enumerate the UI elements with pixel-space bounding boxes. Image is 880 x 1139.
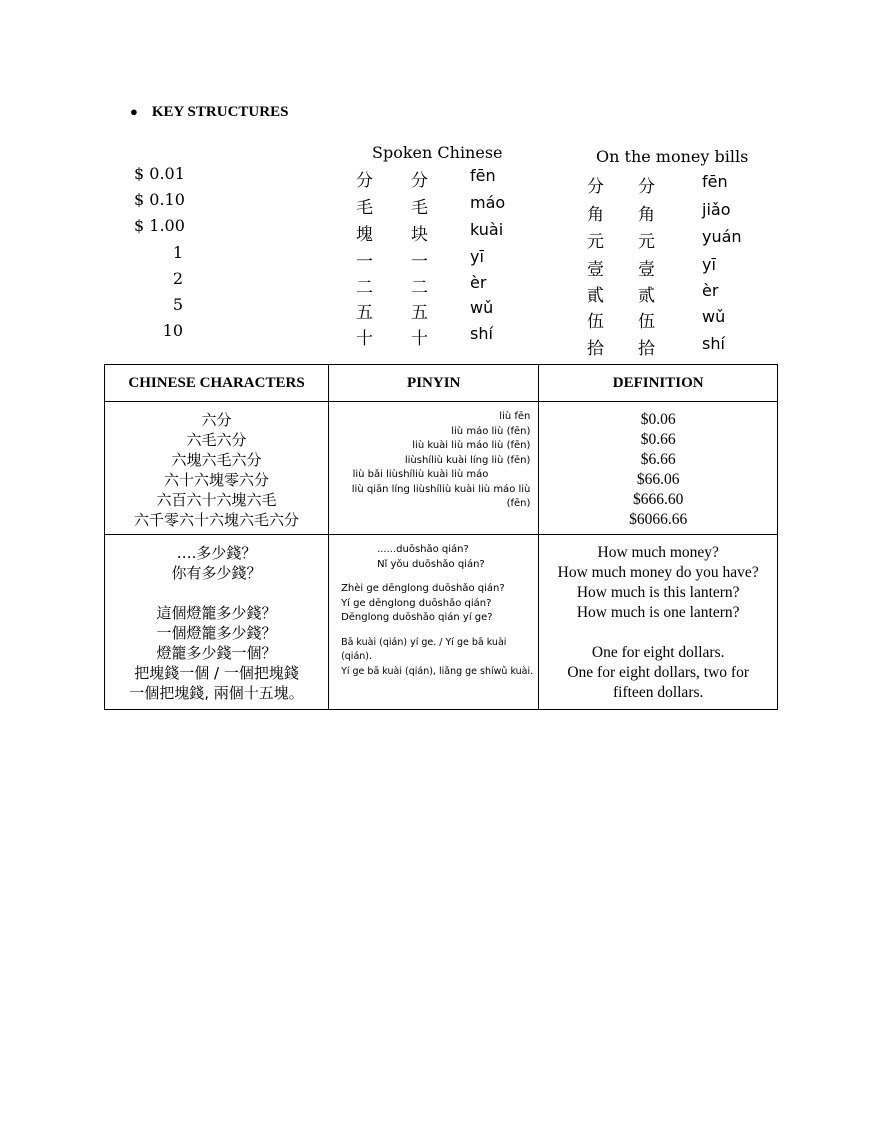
amount-label: 1 <box>172 243 183 262</box>
spoken-chinese-title: Spoken Chinese <box>372 143 503 162</box>
bill-simp-character: 壹 <box>638 259 655 280</box>
bill-trad-character: 伍 <box>587 312 604 332</box>
amount-label: 10 <box>162 321 183 340</box>
pinyin-line: liù kuài liù máo liù (fēn) <box>412 440 531 451</box>
spoken-trad-character: 一 <box>356 252 373 272</box>
spoken-trad-character: 分 <box>356 171 373 191</box>
definition-cell <box>539 402 778 535</box>
spoken-trad-character: 毛 <box>356 198 373 218</box>
definition-line: One for eight dollars. <box>591 644 725 661</box>
pinyin-line: Nǐ yǒu duōshǎo qián? <box>377 558 485 570</box>
bill-simp-character: 伍 <box>638 312 655 332</box>
definition-line: How much money do you have? <box>557 564 759 581</box>
pinyin-cell <box>329 402 539 535</box>
section-heading <box>130 104 288 121</box>
bill-pinyin: yuán <box>702 227 742 247</box>
spoken-pinyin: wǔ <box>470 298 494 317</box>
chinese-line: 你有多少錢？ <box>171 564 262 582</box>
bill-simp-character: 角 <box>638 204 655 225</box>
heading-text: KEY STRUCTURES <box>151 104 289 120</box>
pinyin-line: Yí ge dēnglong duōshǎo qián? <box>341 597 492 609</box>
chinese-line: 六分 <box>201 411 232 429</box>
spoken-trad-character: 二 <box>356 278 373 298</box>
bill-simp-character: 拾 <box>638 338 655 359</box>
pinyin-cell <box>329 535 539 710</box>
definition-line: $0.66 <box>640 431 676 448</box>
bill-trad-character: 拾 <box>587 338 604 359</box>
definition-line: How much is this lantern? <box>576 584 740 601</box>
definition-line: How much money? <box>597 544 719 561</box>
chinese-cell <box>105 535 329 710</box>
chinese-line: 六千零六十六塊六毛六分 <box>134 511 300 529</box>
spoken-pinyin: máo <box>470 193 506 212</box>
definition-line: One for eight dollars, two for fifteen dollars. <box>567 664 750 701</box>
money-bills-title: On the money bills <box>596 147 749 166</box>
chinese-line: 這個燈籠多少錢？ <box>156 604 277 622</box>
table-row <box>105 535 778 710</box>
chinese-line: 六十六塊零六分 <box>164 471 270 489</box>
definition-line: $0.06 <box>640 411 676 428</box>
spoken-pinyin: yī <box>470 247 484 266</box>
spoken-simp-character: 五 <box>411 303 428 323</box>
definition-line: $66.06 <box>636 471 680 488</box>
spoken-pinyin: kuài <box>470 220 504 239</box>
bill-trad-character: 貳 <box>587 286 604 307</box>
chinese-line: 把塊錢一個 / 一個把塊錢 <box>134 664 299 682</box>
bill-simp-character: 元 <box>638 232 655 253</box>
amount-label: 5 <box>172 295 183 314</box>
table-row <box>105 402 778 535</box>
bill-trad-character: 元 <box>587 232 604 253</box>
pinyin-line: Dēnglong duōshǎo qián yí ge? <box>341 612 493 623</box>
chinese-cell <box>105 402 329 535</box>
bill-trad-character: 分 <box>587 177 604 197</box>
pinyin-line: liù bǎi liùshíliù kuài liù máo <box>352 469 489 480</box>
pinyin-line: liù qiān líng liùshíliù kuài liù máo liù (fēn) <box>351 483 531 509</box>
bullet-icon: ● <box>130 104 138 119</box>
chinese-line: ….多少錢？ <box>176 544 257 562</box>
pinyin-line: liù máo liù (fēn) <box>451 425 531 437</box>
spoken-trad-character: 塊 <box>356 225 373 245</box>
bill-pinyin: jiǎo <box>702 199 731 219</box>
header-chinese-characters: CHINESE CHARACTERS <box>105 365 329 402</box>
bill-pinyin: èr <box>702 281 719 301</box>
bill-trad-character: 壹 <box>587 259 604 280</box>
chinese-line: 六百六十六塊六毛 <box>156 491 277 509</box>
chinese-line: 六毛六分 <box>186 431 247 449</box>
bill-simp-character: 分 <box>638 177 655 197</box>
spoken-pinyin: shí <box>470 324 493 343</box>
pinyin-line: liùshíliù kuài líng liù (fēn) <box>404 454 531 466</box>
bill-trad-character: 角 <box>587 204 604 225</box>
pinyin-line: Bā kuài (qián) yí ge. / Yí ge bā kuài (qián). <box>341 636 507 662</box>
spoken-trad-character: 五 <box>356 303 373 323</box>
pinyin-line: Zhèi ge dēnglong duōshǎo qián? <box>341 583 505 594</box>
chinese-line: 燈籠多少錢一個？ <box>156 644 277 662</box>
vocabulary-table <box>104 364 778 710</box>
definition-cell <box>539 535 778 710</box>
amount-label: 2 <box>172 269 183 288</box>
bill-pinyin: fēn <box>702 172 728 191</box>
definition-line: $666.60 <box>633 491 684 508</box>
bill-simp-character: 贰 <box>638 286 655 307</box>
chinese-line: 一個燈籠多少錢？ <box>156 624 277 642</box>
chinese-line: 六塊六毛六分 <box>171 451 262 469</box>
definition-line: $6066.66 <box>629 511 688 528</box>
amount-label: $ 0.10 <box>134 190 185 209</box>
bill-pinyin: wǔ <box>702 307 726 326</box>
spoken-pinyin: fēn <box>470 166 496 185</box>
spoken-pinyin: èr <box>470 273 487 292</box>
chinese-line: 一個把塊錢, 兩個十五塊。 <box>129 684 304 702</box>
spoken-simp-character: 毛 <box>411 198 428 218</box>
spoken-simp-character: 一 <box>411 252 428 272</box>
spoken-simp-character: 块 <box>411 225 428 245</box>
bill-pinyin: yī <box>702 254 716 274</box>
definition-line: $6.66 <box>640 451 676 468</box>
definition-line: How much is one lantern? <box>576 604 740 621</box>
spoken-simp-character: 十 <box>411 329 428 349</box>
pinyin-line: ......duōshǎo qián? <box>377 544 469 555</box>
header-pinyin: PINYIN <box>329 365 539 402</box>
amount-label: $ 1.00 <box>134 216 185 235</box>
spoken-simp-character: 分 <box>411 171 428 191</box>
spoken-simp-character: 二 <box>411 278 428 298</box>
header-definition: DEFINITION <box>539 365 778 402</box>
pinyin-line: liù fēn <box>499 411 531 422</box>
amount-label: $ 0.01 <box>134 164 185 183</box>
bill-pinyin: shí <box>702 333 725 353</box>
table-header-row <box>105 365 778 402</box>
pinyin-line: Yí ge bā kuài (qián), liǎng ge shíwǔ kuài. <box>341 665 534 677</box>
spoken-trad-character: 十 <box>356 329 373 349</box>
